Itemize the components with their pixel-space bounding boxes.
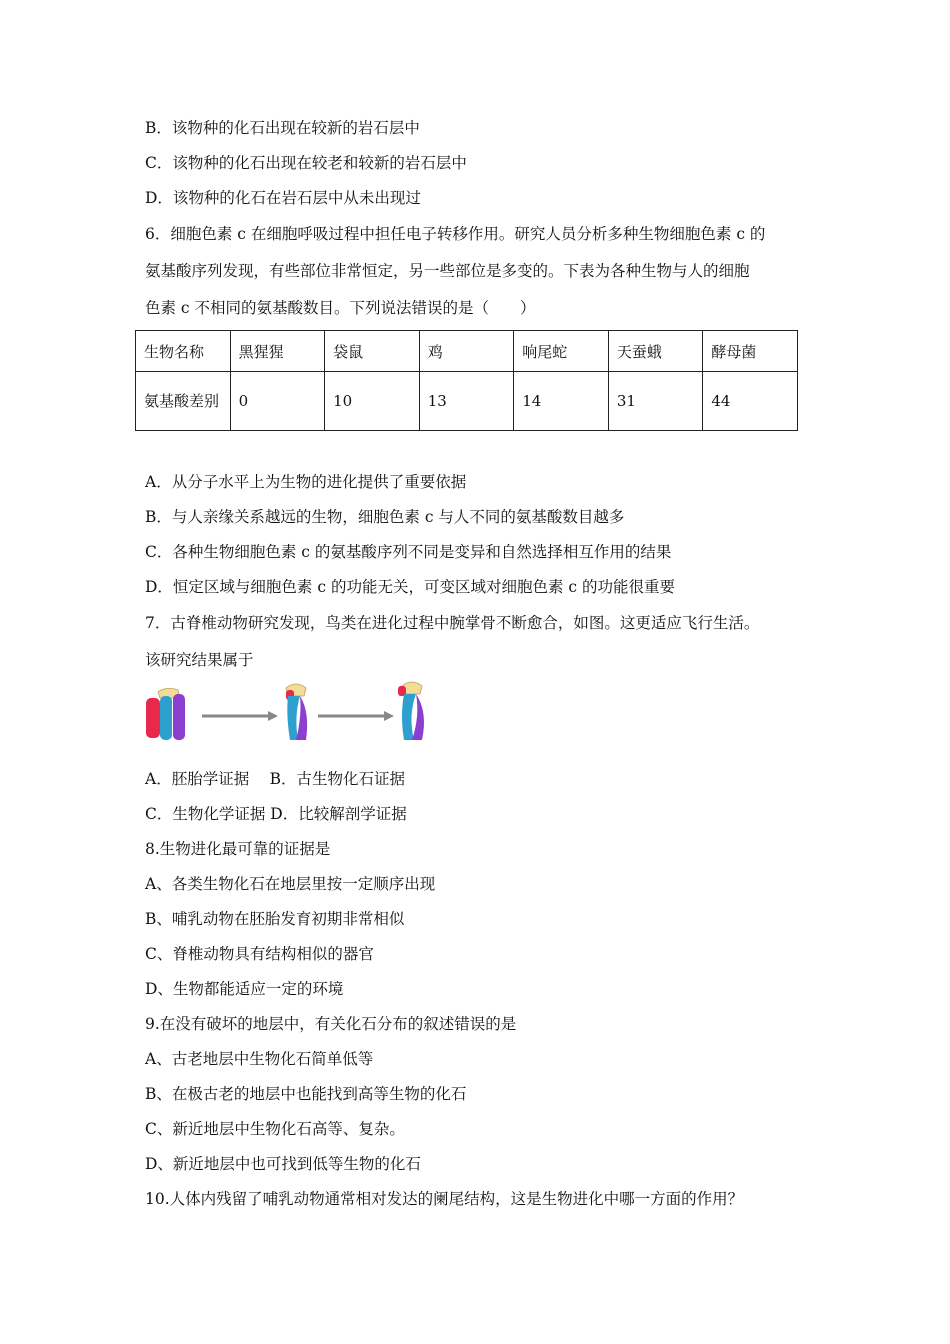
table-cell-difference: 31 — [608, 372, 703, 431]
bone-stage-separate — [146, 688, 185, 740]
q6-stem-line-3: 色素 c 不相同的氨基酸数目。下列说法错误的是（ ） — [145, 299, 536, 317]
bone-stage-fused — [398, 682, 424, 740]
q8-option-a: A、各类生物化石在地层里按一定顺序出现 — [145, 875, 436, 893]
table-cell-organism: 酵母菌 — [703, 331, 798, 372]
q5-option-b: B．该物种的化石出现在较新的岩石层中 — [145, 119, 420, 137]
q6-option-d: D．恒定区域与细胞色素 c 的功能无关，可变区域对细胞色素 c 的功能很重要 — [145, 578, 675, 596]
q6-stem-line-1: 6．细胞色素 c 在细胞呼吸过程中担任电子转移作用。研究人员分析多种生物细胞色素 c 的 — [145, 225, 766, 243]
bone-stage-partial — [286, 684, 307, 740]
q6-stem-line-2: 氨基酸序列发现，有些部位非常恒定，另一些部位是多变的。下表为各种生物与人的细胞 — [145, 262, 750, 280]
table-cell-difference: 13 — [419, 372, 514, 431]
q7-options-cd: C．生物化学证据 D．比较解剖学证据 — [145, 805, 407, 823]
q10-stem: 10.人体内残留了哺乳动物通常相对发达的阑尾结构，这是生物进化中哪一方面的作用？ — [145, 1190, 744, 1208]
arrow-icon — [318, 711, 394, 721]
arrow-icon — [202, 711, 278, 721]
table-cell-organism: 黑猩猩 — [230, 331, 325, 372]
q7-stem-line-2: 该研究结果属于 — [145, 651, 254, 669]
q6-option-b: B．与人亲缘关系越远的生物，细胞色素 c 与人不同的氨基酸数目越多 — [145, 508, 625, 526]
table-cell-organism: 袋鼠 — [325, 331, 420, 372]
q8-option-d: D、生物都能适应一定的环境 — [145, 980, 344, 998]
table-cell-difference: 0 — [230, 372, 325, 431]
table-cell-organism: 鸡 — [419, 331, 514, 372]
table-header-organism: 生物名称 — [136, 331, 231, 372]
carpometacarpus-fusion-diagram — [140, 676, 440, 748]
q9-option-b: B、在极古老的地层中也能找到高等生物的化石 — [145, 1085, 467, 1103]
table-cell-organism: 响尾蛇 — [514, 331, 609, 372]
q5-option-d: D．该物种的化石在岩石层中从未出现过 — [145, 189, 421, 207]
table-header-difference: 氨基酸差别 — [136, 372, 231, 431]
table-cell-difference: 10 — [325, 372, 420, 431]
q6-option-c: C．各种生物细胞色素 c 的氨基酸序列不同是变异和自然选择相互作用的结果 — [145, 543, 672, 561]
table-row-organisms — [136, 331, 798, 372]
q7-options-ab: A．胚胎学证据 B．古生物化石证据 — [145, 770, 406, 788]
table-cell-organism: 天蚕蛾 — [608, 331, 703, 372]
table-row-differences — [136, 372, 798, 431]
q5-option-c: C．该物种的化石出现在较老和较新的岩石层中 — [145, 154, 467, 172]
q9-option-c: C、新近地层中生物化石高等、复杂。 — [145, 1120, 405, 1138]
q6-option-a: A．从分子水平上为生物的进化提供了重要依据 — [145, 473, 467, 491]
q8-option-c: C、脊椎动物具有结构相似的器官 — [145, 945, 374, 963]
q7-stem-line-1: 7．古脊椎动物研究发现，鸟类在进化过程中腕掌骨不断愈合，如图。这更适应飞行生活。 — [145, 614, 760, 632]
q9-option-d: D、新近地层中也可找到低等生物的化石 — [145, 1155, 421, 1173]
q9-stem: 9.在没有破坏的地层中，有关化石分布的叙述错误的是 — [145, 1015, 517, 1033]
q8-option-b: B、哺乳动物在胚胎发育初期非常相似 — [145, 910, 405, 928]
q9-option-a: A、古老地层中生物化石简单低等 — [145, 1050, 374, 1068]
q8-stem: 8.生物进化最可靠的证据是 — [145, 840, 331, 858]
table-cell-difference: 44 — [703, 372, 798, 431]
amino-acid-difference-table — [135, 330, 798, 431]
table-cell-difference: 14 — [514, 372, 609, 431]
